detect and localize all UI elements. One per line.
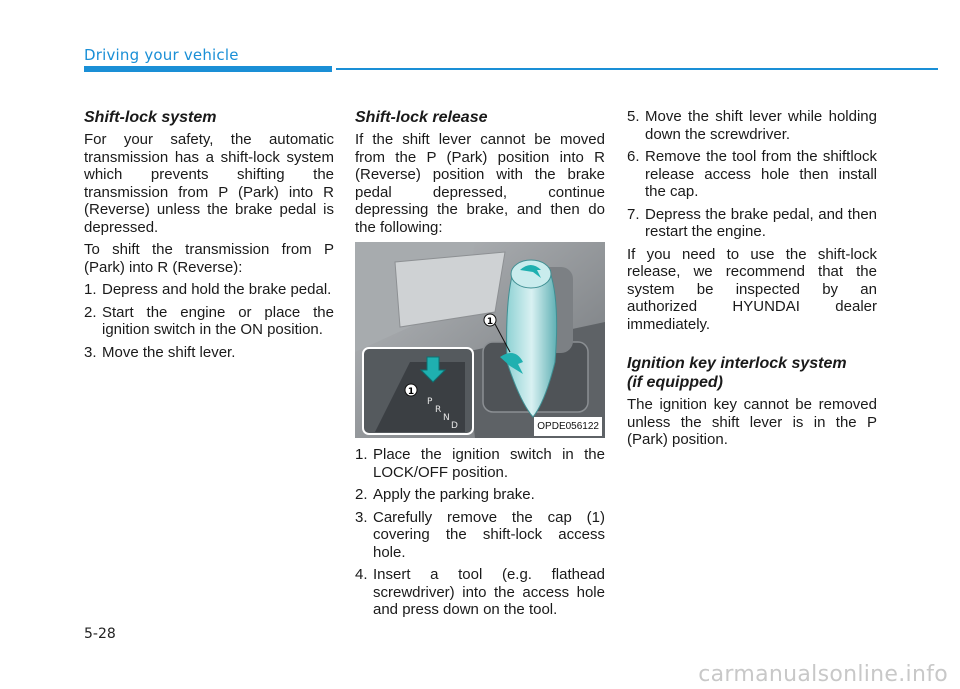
- callout-number: 1: [486, 317, 494, 327]
- watermark: carmanualsonline.info: [698, 662, 948, 687]
- step-number: 2.: [84, 303, 97, 321]
- list-item: [355, 509, 605, 562]
- list-item: [84, 281, 334, 299]
- step-number: 5.: [627, 108, 640, 125]
- step-number: 2.: [355, 486, 368, 503]
- list-item: [355, 566, 605, 619]
- heading-line: Ignition key interlock system: [627, 355, 847, 372]
- step-number: 3.: [84, 343, 97, 361]
- heading-line: (if equipped): [627, 374, 723, 391]
- column-2: [355, 108, 605, 624]
- step-number: 3.: [355, 508, 368, 526]
- steps-list: [355, 446, 605, 619]
- step-number: 6.: [627, 148, 640, 165]
- paragraph: To shift the transmission from P (Park) into R (Reverse):: [84, 241, 334, 276]
- section-title: Driving your vehicle: [84, 46, 239, 64]
- list-item: [627, 206, 877, 241]
- step-text: Remove the tool from the shiftlock release access hole then install the cap.: [645, 148, 877, 200]
- step-number: 1.: [355, 446, 368, 463]
- ignition-interlock-heading: [627, 354, 877, 392]
- step-number: 1.: [84, 281, 97, 298]
- shift-lever-illustration: [355, 242, 605, 438]
- list-item: [355, 486, 605, 504]
- column-3: [627, 108, 877, 454]
- list-item: [627, 148, 877, 201]
- paragraph: If you need to use the shift-lock release, we recommend that the system be inspected by an authorized HYUNDAI dealer immediately.: [627, 245, 877, 333]
- steps-list: [84, 281, 334, 361]
- gear-letter: N: [443, 413, 450, 423]
- header-rule-thick: [84, 66, 332, 72]
- steps-list: [627, 108, 877, 241]
- shift-lever-drawing: [355, 242, 605, 438]
- shift-lock-release-heading: Shift-lock release: [355, 109, 488, 126]
- step-text: Depress and hold the brake pedal.: [102, 281, 332, 298]
- paragraph: If the shift lever cannot be moved from the P (Park) position into R (Reverse) position with the brake pedal depressed, continue depressing the brake, and then do the following:: [355, 131, 605, 236]
- step-text: Insert a tool (e.g. flathead screwdriver) into the access hole and press down on the tool.: [373, 566, 605, 618]
- step-text: Move the shift lever while holding down the screwdriver.: [645, 108, 877, 143]
- gear-letter: R: [435, 405, 442, 415]
- list-item: [355, 446, 605, 481]
- step-text: Carefully remove the cap (1) covering the shift-lock access hole.: [373, 508, 605, 561]
- list-item: [84, 304, 334, 339]
- gear-letter: D: [451, 421, 458, 431]
- step-text: Start the engine or place the ignition switch in the ON position.: [102, 303, 334, 338]
- paragraph: For your safety, the automatic transmission has a shift-lock system which prevents shifting the transmission from P (Park) into R (Reverse) unless the brake pedal is depressed.: [84, 131, 334, 236]
- step-text: Depress the brake pedal, and then restart the engine.: [645, 205, 877, 240]
- step-text: Move the shift lever.: [102, 343, 236, 361]
- page-number: 5-28: [84, 626, 116, 642]
- shift-lock-system-heading: Shift-lock system: [84, 109, 217, 126]
- list-item: [627, 108, 877, 143]
- step-text: Place the ignition switch in the LOCK/OFF position.: [373, 446, 605, 481]
- step-number: 4.: [355, 566, 368, 583]
- step-number: 7.: [627, 205, 640, 223]
- paragraph: The ignition key cannot be removed unless the shift lever is in the P (Park) position.: [627, 396, 877, 448]
- step-text: Apply the parking brake.: [373, 486, 535, 503]
- figure-code: OPDE056122: [534, 417, 602, 437]
- gear-letter: P: [427, 397, 433, 407]
- column-1: [84, 108, 334, 366]
- list-item: [84, 344, 334, 362]
- header-rule-thin: [336, 68, 938, 70]
- callout-number: 1: [407, 387, 415, 397]
